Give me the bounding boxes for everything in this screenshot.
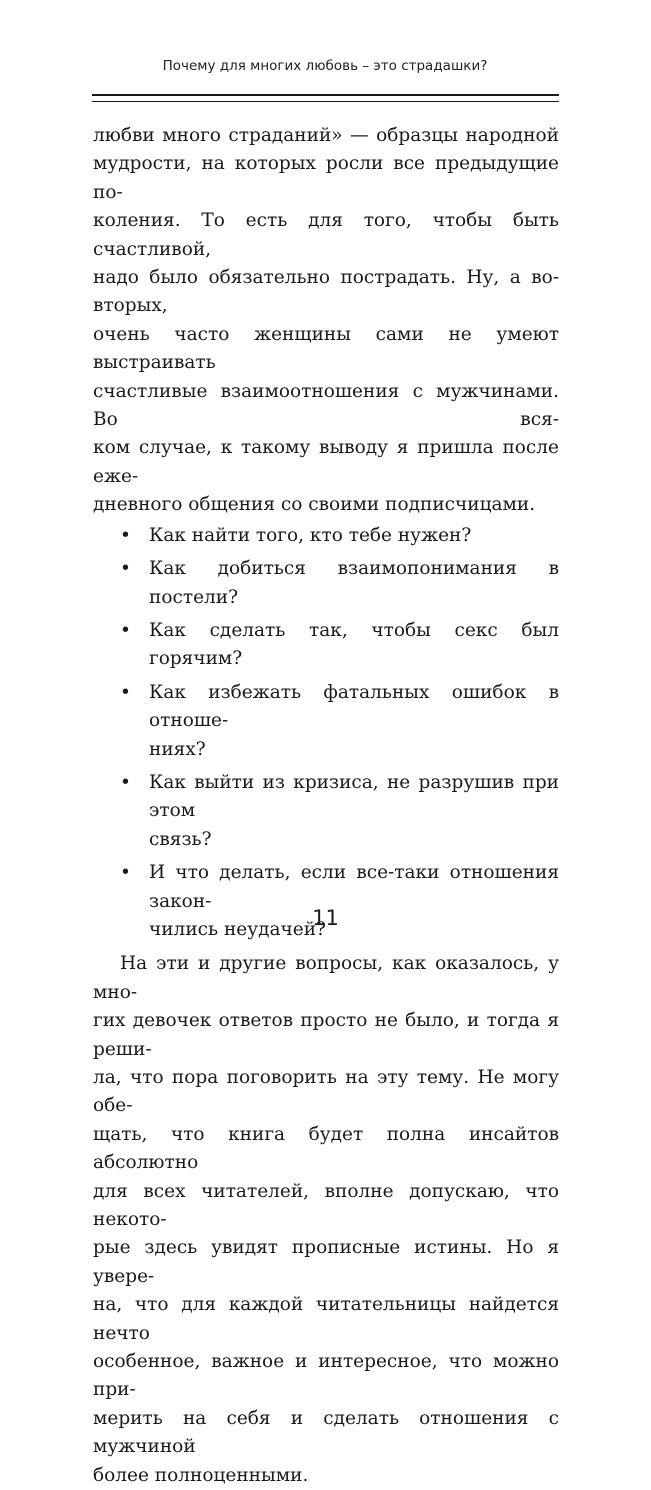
list-item	[93, 555, 559, 612]
list-item-text: чились неудачей?	[149, 918, 326, 940]
list-item-text: Как найти того, кто тебе нужен?	[149, 524, 472, 546]
bullet-icon: •	[120, 681, 131, 703]
list-item-text: связь?	[149, 828, 212, 850]
list-item	[93, 522, 559, 550]
text-line: ком случае, к такому выводу я пришла после еже-	[93, 437, 559, 487]
text-line: более полноценными.	[93, 1464, 309, 1486]
bullet-icon: •	[120, 771, 131, 793]
list-item-text: Как выйти из кризиса, не разрушив при этом	[149, 771, 559, 822]
text-line: мерить на себя и сделать отношения с мужчиной	[93, 1407, 559, 1458]
list-item-text: ниях?	[149, 738, 206, 760]
bullet-icon: •	[120, 862, 131, 884]
text-line: На эти и другие вопросы, как оказалось, у мно-	[93, 953, 559, 1003]
list-item	[93, 769, 559, 854]
header-rule-thick	[92, 94, 559, 96]
list-item-text: И что делать, если все-таки отношения закон-	[149, 862, 559, 912]
bullet-icon: •	[120, 524, 131, 546]
text-line: на, что для каждой читательницы найдется нечто	[93, 1294, 559, 1344]
list-item	[93, 679, 559, 764]
text-line: надо было обязательно пострадать. Ну, а во-вторых,	[93, 267, 559, 317]
list-item	[93, 617, 559, 674]
page-number: 11	[312, 906, 339, 930]
list-item-text: Как избежать фатальных ошибок в отноше-	[149, 681, 559, 732]
page-body	[93, 122, 559, 1490]
bullet-icon: •	[120, 619, 131, 641]
list-item-text: Как добиться взаимопонимания в постели?	[149, 558, 559, 608]
text-line: счастливые взаимоотношения с мужчинами. Во вся-	[93, 380, 559, 431]
text-line: рые здесь увидят прописные истины. Но я увере-	[93, 1237, 559, 1287]
paragraph-2	[93, 950, 559, 1490]
question-list	[93, 522, 559, 945]
text-line: дневного общения со своими подписчицами.	[93, 494, 536, 516]
header-rule-thin	[92, 101, 559, 102]
text-line: очень часто женщины сами не умеют выстраивать	[93, 323, 559, 374]
bullet-icon: •	[120, 558, 131, 580]
paragraph-1	[93, 122, 559, 520]
list-item	[93, 859, 559, 944]
text-line: любви много страданий» — образцы народной	[93, 125, 559, 146]
text-line: для всех читателей, вполне допускаю, что некото-	[93, 1180, 559, 1231]
running-header: Почему для многих любовь – это страдашки?	[162, 58, 488, 74]
text-line: коления. То есть для того, чтобы быть счастливой,	[93, 210, 559, 260]
text-line: мудрости, на которых росли все предыдущие по-	[93, 153, 559, 203]
list-item-text: Как сделать так, чтобы секс был горячим?	[149, 619, 559, 670]
text-line: особенное, важное и интересное, что можно при-	[93, 1351, 559, 1401]
text-line: ла, что пора поговорить на эту тему. Не могу обе-	[93, 1067, 559, 1117]
text-line: щать, что книга будет полна инсайтов абсолютно	[93, 1123, 559, 1174]
text-line: гих девочек ответов просто не было, и тогда я реши-	[93, 1010, 559, 1060]
